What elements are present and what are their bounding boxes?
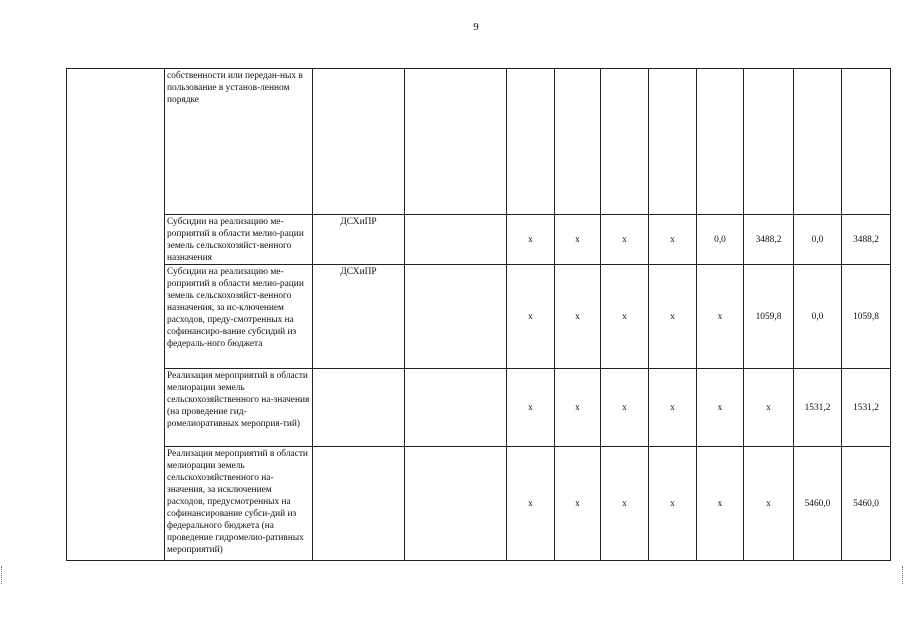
- value-cell: 3488,2: [744, 215, 794, 265]
- value-cell: [649, 69, 697, 215]
- executor-cell: [313, 369, 405, 447]
- value-cell: х: [649, 369, 697, 447]
- empty-cell: [405, 69, 507, 215]
- value-cell: х: [744, 369, 794, 447]
- value-cell: х: [507, 265, 555, 369]
- empty-cell: [405, 265, 507, 369]
- value-cell: х: [601, 215, 649, 265]
- empty-cell: [405, 215, 507, 265]
- page-number: 9: [473, 21, 479, 33]
- value-cell: [555, 69, 601, 215]
- value-cell: [794, 69, 842, 215]
- value-cell: 3488,2: [842, 215, 891, 265]
- table-row: [67, 265, 891, 369]
- measure-name: собственности или передан-ных в пользование в установ-ленном порядке: [165, 69, 313, 215]
- value-cell: х: [601, 447, 649, 561]
- table-row: [67, 69, 891, 215]
- row-number-cell: [67, 69, 165, 561]
- empty-cell: [405, 369, 507, 447]
- value-cell: 5460,0: [794, 447, 842, 561]
- value-cell: х: [697, 369, 744, 447]
- measure-name: Субсидии на реализацию ме-роприятий в области мелио-рации земель сельскохозяйст-венного назначения: [165, 215, 313, 265]
- measure-name: Субсидии на реализацию ме-роприятий в области мелио-рации земель сельскохозяйст-венного назначения, за ис-ключением расходов, преду-смотренных на софинансиро-вание субсидий из федераль-ного бюджета: [165, 265, 313, 369]
- executor-cell: [313, 69, 405, 215]
- program-table: [66, 68, 891, 561]
- executor-cell: ДСХиПР: [313, 265, 405, 369]
- value-cell: 0,0: [794, 215, 842, 265]
- measure-name: Реализация мероприятий в области мелиорации земель сельскохозяйственного на-значения (на проведение гид-ромелиоративных мероприя-тий): [165, 369, 313, 447]
- value-cell: [507, 69, 555, 215]
- value-cell: х: [507, 447, 555, 561]
- value-cell: х: [697, 265, 744, 369]
- value-cell: х: [697, 447, 744, 561]
- value-cell: 1059,8: [744, 265, 794, 369]
- executor-cell: [313, 447, 405, 561]
- value-cell: х: [555, 215, 601, 265]
- scan-edge-mark: [1, 566, 5, 584]
- value-cell: 1531,2: [842, 369, 891, 447]
- value-cell: х: [744, 447, 794, 561]
- value-cell: 1531,2: [794, 369, 842, 447]
- executor-cell: ДСХиПР: [313, 215, 405, 265]
- value-cell: х: [555, 265, 601, 369]
- value-cell: [697, 69, 744, 215]
- value-cell: х: [649, 215, 697, 265]
- value-cell: 0,0: [794, 265, 842, 369]
- value-cell: х: [649, 447, 697, 561]
- table-row: [67, 215, 891, 265]
- value-cell: 5460,0: [842, 447, 891, 561]
- value-cell: [601, 69, 649, 215]
- value-cell: 0,0: [697, 215, 744, 265]
- value-cell: 1059,8: [842, 265, 891, 369]
- value-cell: х: [555, 447, 601, 561]
- value-cell: х: [649, 265, 697, 369]
- value-cell: х: [507, 369, 555, 447]
- value-cell: х: [601, 265, 649, 369]
- table-row: [67, 447, 891, 561]
- value-cell: х: [601, 369, 649, 447]
- value-cell: х: [555, 369, 601, 447]
- measure-name: Реализация мероприятий в области мелиорации земель сельскохозяйственного на-значения, за исключением расходов, предусмотренных на софинансирование субси-дий из федерального бюджета (на проведение гидромелио-ративных мероприятий): [165, 447, 313, 561]
- table-row: [67, 369, 891, 447]
- value-cell: [744, 69, 794, 215]
- empty-cell: [405, 447, 507, 561]
- value-cell: х: [507, 215, 555, 265]
- value-cell: [842, 69, 891, 215]
